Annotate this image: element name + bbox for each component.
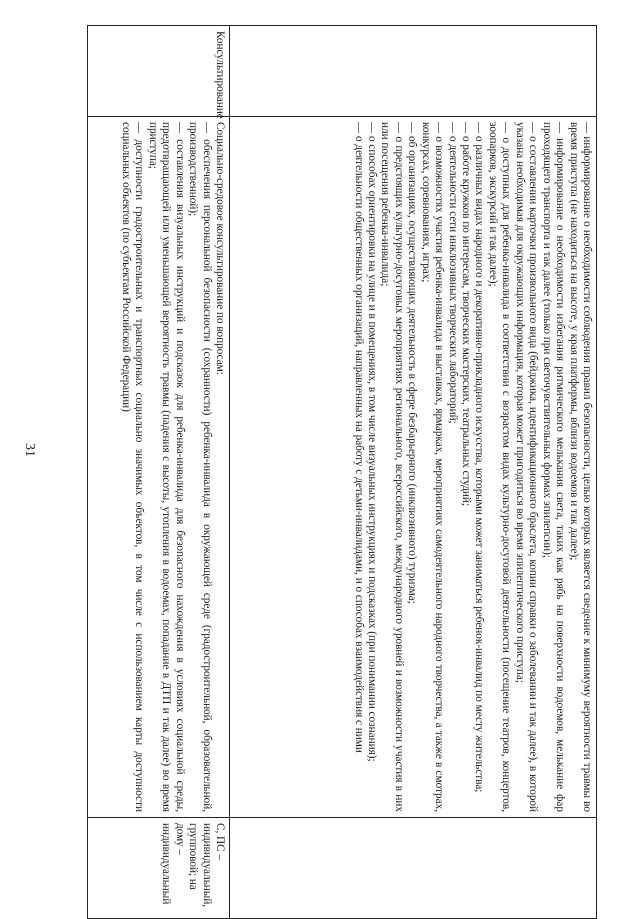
list-item: — о работе кружков по интересам, творческих мастерских, театральных студий; xyxy=(460,122,473,507)
list-item: — о деятельности общественных организаций, направленных на работу с детьми-инвалидами, и о способах взаимодействия с ними xyxy=(352,122,365,753)
service-label-cell: Консультирование xyxy=(88,26,230,117)
list-item: — о доступных для ребенка-инвалида в соответствии с возрастом видах культурно-досуговой деятельности (посещение театров, концертов, зоопарков, экскурсий и так далее); xyxy=(486,122,513,812)
list-item: — информирование о необходимости соблюдения правил безопасности, целью которых является сведение к минимуму вероятности травмы во время приступа (не находиться на высоте, у края платформы, вблизи водоемов и так далее); xyxy=(567,122,593,812)
service-form-cell: С, ПС – индивидуальный, групповой; на дому – индивидуальный xyxy=(88,818,230,919)
list-item: — обеспечения персональной безопасности (сохранности) ребенка-инвалида в окружающей среде (градостроительной, образовательной, производственной); xyxy=(187,122,213,812)
content-cell-consulting xyxy=(88,117,230,818)
rotated-table-canvas xyxy=(87,25,597,908)
list-item: — о возможностях участия ребенка-инвалида в выставках, ярмарках, мероприятиях самодеятельного народного творчества, а также в смотрах, конкурсах, соревнованиях, играх; xyxy=(419,122,446,812)
list-item: — о предстоящих культурно-досуговых мероприятиях регионального, всероссийского, международного уровней и возможности участия в них или посещения ребенка-инвалида; xyxy=(379,122,405,812)
list-item: — доступности градостроительных и транспортных социально значимых объектов, в том числе с использованием карты доступности социальных объектов (по субъектам Российской Федерации) xyxy=(119,122,146,812)
services-table xyxy=(87,25,597,919)
form-cell-empty xyxy=(230,818,597,919)
list-item: — информирование о необходимости избегания ритмического мелькания света, таких как рябь на поверхности водоемов, мелькание фар проходящего транспорта и так далее (только при светочувствительных формах эпилепсии); xyxy=(540,122,567,812)
list-item: — о способах ориентировки на улице и в помещениях, в том числе визуальных инструкциях и подсказках (при понимании сознания); xyxy=(366,122,378,762)
page-number: 31 xyxy=(22,443,37,457)
table-row-consulting xyxy=(88,26,230,919)
list-item: — об организациях, осуществляющих деятельность в сфере безбарьерного (инклюзивного) туризма; xyxy=(406,122,419,604)
label-cell-empty xyxy=(230,26,597,117)
list-item: — о деятельности сети инклюзивных творческих лабораторий; xyxy=(446,122,459,424)
list-item: — о составлении карточки произвольного вида (бейджика, идентификационного браслета, копии справки о заболевании и так далее), в которой указана необходимая для окружающих информация, которая может пригодиться во время эпилептического приступа; xyxy=(513,122,540,812)
list-item: — о различных видах народного и декоративно-прикладного искусства, которыми может заниматься ребенок-инвалид по месту жительства; xyxy=(473,122,486,793)
list-item: — составления визуальных инструкций и подсказок для ребенка-инвалида для безопасного нахождения в условиях социальной среды, предотвращающей или уменьшающей вероятность травмы (падения с высоты, утопления в водоемах, попадание в ДТП и так далее) во время приступа; xyxy=(146,122,186,812)
table-row-top xyxy=(230,26,597,919)
list-item: Социально-средовое консультирование по вопросам: xyxy=(214,122,226,375)
content-cell-top xyxy=(230,117,597,818)
